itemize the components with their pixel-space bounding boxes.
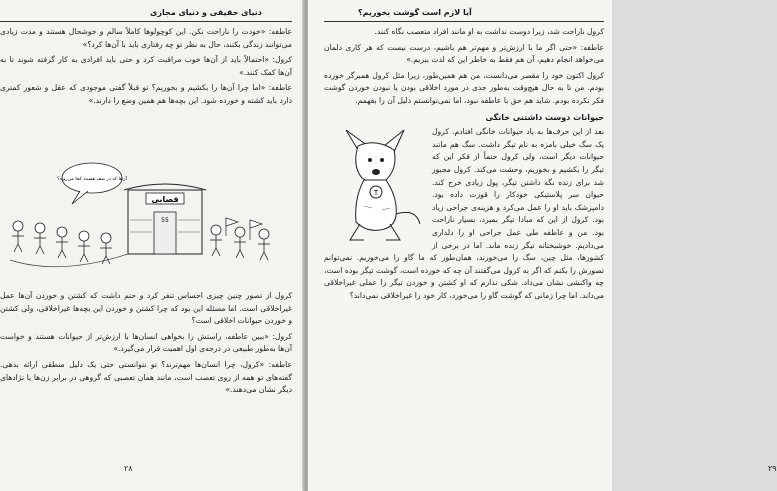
butcher-shop-illustration [0,160,292,284]
dog-tag-text: T [373,189,379,198]
paragraph: عاطفه: «خودت را ناراحت نکن. این کوچولوها کاملاً سالم و خوشحال هستند و مدت زیادی می‌توانند زندگی بکنند، حال به نظر تو چه رفتاری باید با آن‌ها کرد؟» [0,27,292,49]
paragraph: کرول ناراحت شد، زیرا دوست نداشت به او مانند افراد متعصب نگاه کنند. [374,27,604,36]
right-text-block [324,26,604,305]
right-running-header: آیا لازم است گوشت بخوریم؟ [358,8,472,17]
paragraph: بعد از این حرف‌ها به یاد حیوانات خانگی افتادم. کرول یک سگ خیلی بامزه به نام تیگر داشت. سگ هم مانند حیوانات دیگر است، ولی کرول حتماً از فکر این که تیگر را بکشیم و بخوریم، وحشت می‌کند. کرول مجبور شد برای زنده نگه داشتن تیگر، پول زیادی خرج کند. حیوان سر پلاستیکی خودکار را قورت داده بود. دامپزشک باید او را عمل می‌کرد و هزینه‌ی جراحی زیاد بود. کرول از این که مبادا تیگر بمیرد، بسیار ناراحت بود. من و عاطفه طی عمل جراحی او را دلداری می‌دادیم. خوشبختانه تیگر زنده ماند. اما در برخی از کشورها، مثل چین، سگ را می‌خورند، همان‌طور که ما گاو را می‌خوریم. نمی‌توانم تصورش را بکنم که اگر به کرول می‌گفتند آن چه که خورده است، گوشت تیگر بوده است، چه واکنشی نشان می‌داد. شکی ندارم که او کشتن و خوردن تیگر را عملی غیراخلاقی می‌داند. اما چرا زمانی که گوشت گاو را می‌خورد، کار خود را غیراخلاقی نمی‌داند؟ [324,127,604,300]
right-page-number: ۲۹ [768,464,777,473]
paragraph: عاطفه: «حتی اگر ما با ارزش‌تر و مهم‌تر هم باشیم، درست نیست که هر کاری دلمان می‌خواهد انجام دهیم، آن هم فقط به خاطر این که لذت ببریم.» [324,42,604,65]
paragraph: عاطفه: «کرول، چرا انسان‌ها مهم‌ترند؟ تو نتوانستی حتی یک دلیل منطقی ارائه بدهی. گفته‌های تو همه از روی تعصب است، مانند همان تعصبی که گروهی در برابر زن‌ها یا نژادهای دیگر نشان می‌دهند.» [0,359,292,395]
left-top-text-block [0,26,292,111]
paragraph: کرول: «ببین عاطفه، راستش را بخواهی انسان‌ها با ارزش‌تر از حیوانات هستند و خواست آن‌ها به‌طور طبیعی در درجه‌ی اول اهمیت قرار می‌گیرد.» [0,331,292,354]
paragraph: کرول اکنون خود را مقصر می‌دانست، من هم همین‌طور، زیرا مثل کرول همبرگر خورده بودم. من تا به حال هیچ‌وقت به‌طور جدی در مورد اخلاقی بودن یا نبودن خوردن گوشت فکر نکرده بودم. شاید هم حق با عاطفه نبود، اما نمی‌توانستم دلیل آن را بفهمم. [324,70,604,105]
shop-sign-text: قصابی [151,195,179,204]
left-page-number: ۲۸ [124,464,133,473]
paragraph: کرول از تصور چنین چیزی احساس تنفر کرد و حتم داشت که کشتن و خوردن آن‌ها عمل غیراخلاقی است. اما مسئله این بود که چرا کشتن و خوردن این بچه‌ها غیراخلاقی، ولی کشتن و خوردن حیوانات اخلاقی است؟ [0,291,292,326]
left-running-header: دنیای حقیقی و دنیای مجازی [150,8,262,17]
left-bottom-text-block [0,290,292,400]
left-header-rule [0,21,292,22]
left-page [0,0,304,491]
door-number: 55 [161,217,169,224]
section-title: حیوانات دوست داشتنی خانگی [485,112,604,122]
paragraph: کرول: «احتمالاً باید از آن‌ها خوب مراقبت کرد و حتی باید افرادی به کار گرفته شوند تا به آن‌ها کمک کنند.» [0,55,292,77]
right-page [308,0,777,491]
speech-bubble-text: آن‌ها که در صف هستند کجا می‌روند؟ [57,177,127,182]
right-header-rule [324,21,604,22]
paragraph: عاطفه: «اما چرا آن‌ها را بکشیم و بخوریم؟ تو قبلاً گفتی موجودی که عقل و شعور کمتری دارد باید کشته و خورده شود. این بچه‌ها هم همین وضع را دارند.» [0,83,292,105]
dog-illustration [324,128,428,246]
